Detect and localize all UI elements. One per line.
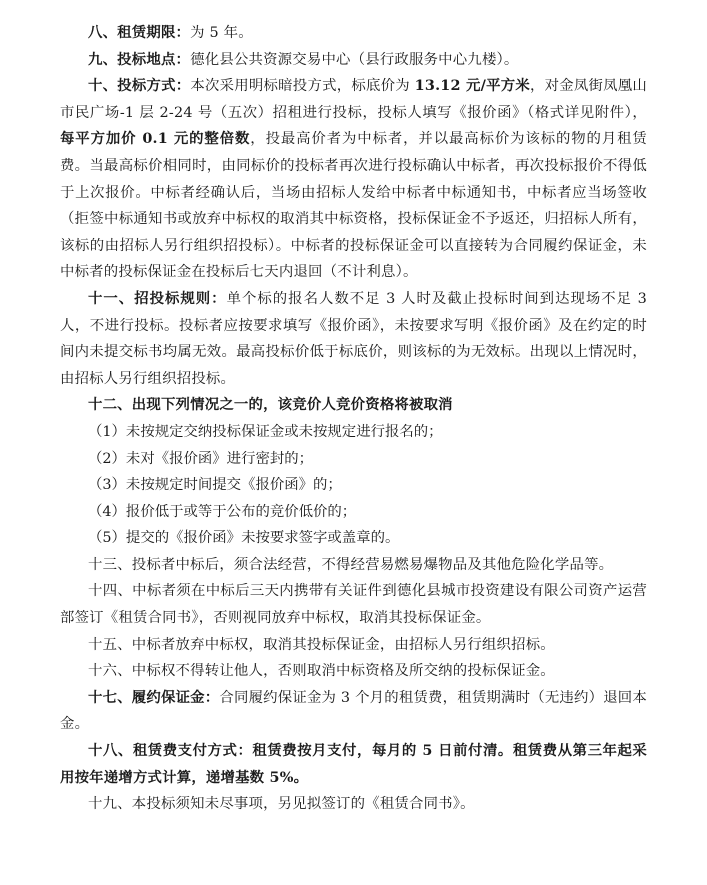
- section-9-text: 德化县公共资源交易中心（县行政服务中心九楼）。: [190, 51, 519, 68]
- section-10: [60, 73, 647, 286]
- section-12-item: （1）未按规定交纳投标保证金或未按规定进行报名的；: [88, 423, 443, 440]
- section-18: [60, 738, 647, 791]
- section-12-item: （5）提交的《报价函》未按要求签字或盖章的。: [88, 530, 400, 547]
- section-8-text: 为 5 年。: [190, 25, 253, 41]
- section-11: [60, 286, 647, 392]
- section-16: 十六、中标权不得转让他人，否则取消中标资格及所交纳的投标保证金。: [88, 663, 555, 680]
- section-15: 十五、中标者放弃中标权，取消其投标保证金，由招标人另行组织招标。: [88, 636, 555, 653]
- section-8: [60, 20, 647, 47]
- section-10-reserve-price: 13.12 元/平方米: [414, 77, 530, 95]
- section-12: [60, 392, 647, 419]
- section-12-item: （4）报价低于或等于公布的竞价低价的；: [88, 503, 357, 520]
- section-9-title: 九、投标地点：: [88, 50, 191, 68]
- section-14: 十四、中标者须在中标后三天内携带有关证件到德化县城市投资建设有限公司资产运营部签订《租赁合同书》，否则视同放弃中标权，取消其投标保证金。: [60, 583, 647, 627]
- section-12-item: （2）未对《报价函》进行密封的；: [88, 450, 314, 467]
- document-body: [60, 20, 647, 818]
- section-10-text-1: 本次采用明标暗投方式，标底价为: [190, 78, 415, 95]
- section-13: 十三、投标者中标后，须合法经营，不得经营易燃易爆物品及其他危险化学品等。: [88, 556, 614, 573]
- section-18-text: 租赁费按月支付，每月的 5 日前付清。租赁费从第三年起采用按年递增方式计算，递增基数 5%。: [60, 742, 647, 786]
- section-17: [60, 685, 647, 738]
- section-10-title: 十、投标方式：: [88, 77, 191, 95]
- section-12-title: 十二、出现下列情况之一的，该竞价人竞价资格将被取消: [88, 396, 453, 414]
- section-17-title: 十七、履约保证金：: [88, 688, 220, 706]
- section-17-text: 合同履约保证金为 3 个月的租赁费，租赁期满时（无违约）退回本金。: [60, 689, 647, 733]
- section-12-item: （3）未按规定时间提交《报价函》的；: [88, 477, 342, 494]
- section-10-text-3: ，投最高价者为中标者，并以最高标价为该标的物的月租赁费。当最高标价相同时，由同标价的投标者再次进行投标确认中标者，再次投标报价不得低于上次报价。中标者经确认后，当场由招标人发给中标者中标通知书，中标者应当场签收（拒签中标通知书或放弃中标权的取消其中标资格，投标保证金不予返还，归招标人所有，该标的由招标人另行组织招投标）。中标者的投标保证金可以直接转为合同履约保证金，未中标者的投标保证金在投标后七天内退回（不计利息）。: [60, 131, 648, 281]
- section-8-title: 八、租赁期限：: [88, 24, 191, 41]
- section-9: [60, 47, 647, 74]
- section-11-text: 单个标的报名人数不足 3 人时及截止投标时间到达现场不足 3 人，不进行投标。投标者应按要求填写《报价函》，未按要求写明《报价函》及在约定的时间内未提交标书均属无效。最高投标价低于标底价，则该标的为无效标。出现以上情况时，由招标人另行组织招投标。: [60, 290, 647, 387]
- section-11-title: 十一、招投标规则：: [88, 289, 227, 307]
- section-10-text-2: ，对金凤街凤凰山市民广场-1 层 2-24 号（五次）招租进行投标，投标人填写《报价函》（格式详见附件），: [60, 78, 647, 121]
- section-18-title: 十八、租赁费支付方式：: [88, 742, 253, 760]
- section-19: 十九、本投标须知未尽事项，另见拟签订的《租赁合同书》。: [88, 796, 475, 813]
- section-10-increment: 每平方加价 0.1 元的整倍数: [60, 130, 251, 148]
